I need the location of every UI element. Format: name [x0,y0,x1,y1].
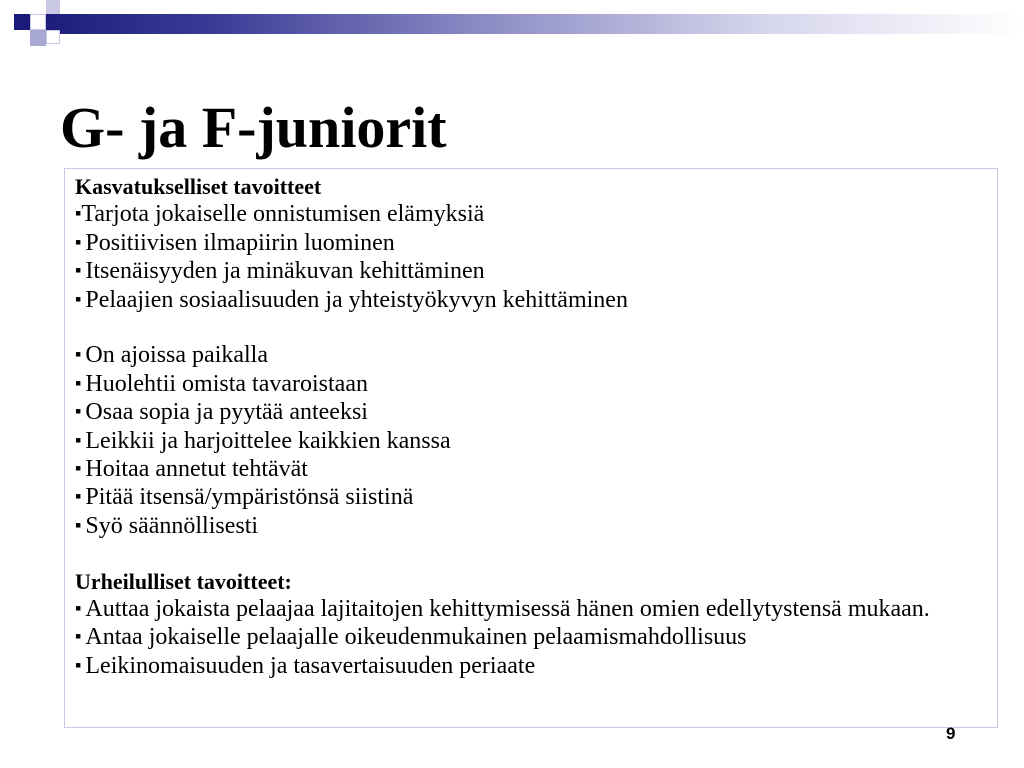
list-item: ▪ Syö säännöllisesti [75,512,259,539]
list-item: ▪ Hoitaa annetut tehtävät [75,456,308,483]
slide-title: G- ja F-juniorit [60,95,447,160]
list-item: ▪ Pelaajien sosiaalisuuden ja yhteistyökyvyn kehittäminen [75,286,628,313]
list-item: ▪ Leikinomaisuuden ja tasavertaisuuden periaate [75,652,536,679]
bullet-icon: ▪ [75,598,82,619]
section-heading-sports: Urheilulliset tavoitteet: [75,568,292,594]
list-item: ▪ On ajoissa paikalla [75,342,269,369]
list-item: ▪ Pitää itsensä/ympäristönsä siistinä [75,484,414,511]
bullet-icon: ▪ [75,626,82,647]
header-decor-square [46,0,60,14]
bullet-icon: ▪ [75,429,82,450]
header-decor-square [30,30,46,46]
content-box [64,168,998,728]
bullet-icon: ▪ [75,372,82,393]
list-item: ▪ Antaa jokaiselle pelaajalle oikeudenmukainen pelaamismahdollisuus [75,624,747,651]
page-number: 9 [946,724,956,743]
bullet-icon: ▪ [75,401,82,422]
bullet-icon: ▪ [75,486,82,507]
bullet-icon: ▪ [75,288,82,309]
header-decor-square [14,30,30,44]
header-decor-square [60,0,76,14]
bullet-icon: ▪ [75,260,82,281]
header-decor-square [14,14,30,30]
list-item: ▪ Huolehtii omista tavaroistaan [75,370,368,397]
header-gradient-bar [30,14,1024,34]
list-item: ▪ Auttaa jokaista pelaajaa lajitaitojen kehittymisessä hänen omien edellytystensä mukaan. [75,596,930,623]
spacer [75,314,987,341]
bullet-icon: ▪ [75,458,82,479]
bullet-icon: ▪ [75,203,82,224]
list-item: ▪ Osaa sopia ja pyytää anteeksi [75,399,368,426]
list-item: ▪ Leikkii ja harjoittelee kaikkien kanssa [75,427,451,454]
section-heading-educational: Kasvatukselliset tavoitteet [75,174,322,199]
bullet-icon: ▪ [75,514,82,535]
list-item: ▪ Positiivisen ilmapiirin luominen [75,229,395,256]
bullet-icon: ▪ [75,344,82,365]
list-item: ▪ Itsenäisyyden ja minäkuvan kehittäminen [75,258,485,285]
list-item: ▪Tarjota jokaiselle onnistumisen elämyksiä [75,201,485,228]
spacer [75,540,987,567]
bullet-icon: ▪ [75,654,82,675]
header-decor-square [30,14,46,30]
header-decor-square [46,30,60,44]
bullet-icon: ▪ [75,231,82,252]
